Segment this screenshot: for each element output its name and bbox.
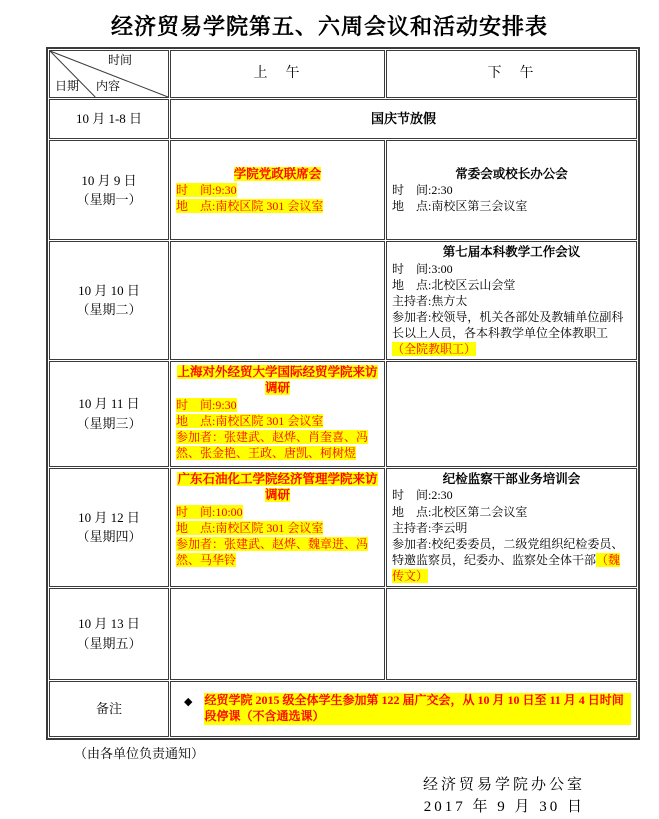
remark-label-cell: 备注 [49,681,169,737]
tue-pm-cell [386,241,637,360]
remark-line [176,693,631,725]
date-cell-wed [49,361,169,467]
weekday-text: （星期三） [76,415,142,431]
meeting-place: 地 点:南校区院 301 会议室 [176,521,324,536]
weekday-text: （星期五） [76,635,142,651]
thu-am-cell [170,468,385,587]
date-text: 10 月 10 日 [78,282,140,298]
participants-highlight: （魏传文） [392,552,621,583]
corner-label-content: 内容 [96,79,121,94]
date-text: 10 月 11 日 [78,396,140,412]
date-text: 10 月 12 日 [78,509,140,525]
footer-note: （由各单位负责通知） [74,745,205,761]
document-page [0,10,659,816]
meeting-time: 时 间:9:30 [176,397,237,412]
signature-date: 2017 年 9 月 30 日 [423,799,585,816]
meeting-host: 主持者:李云明 [392,520,468,535]
fri-am-cell [170,588,385,680]
meeting-time: 时 间:9:30 [176,183,237,198]
row-holiday [49,99,637,139]
row-remark [49,681,637,737]
meeting-time: 时 间:2:30 [392,183,453,198]
corner-label-date: 日期 [55,79,80,94]
mon-pm-cell [386,140,637,240]
wed-pm-cell [386,361,637,467]
header-afternoon: 下 午 [386,50,637,98]
meeting-title: 上海对外经贸大学国际经贸学院来访调研 [177,364,378,396]
meeting-title: 广东石油化工学院经济管理学院来访调研 [177,471,378,503]
signature-office: 经济贸易学院办公室 [422,776,585,793]
schedule-table [46,47,640,740]
signature-block [0,774,585,819]
meeting-host: 主持者:焦方太 [392,293,468,308]
row-wed [49,361,637,467]
corner-cell [49,50,169,98]
meeting-place: 地 点:南校区院 301 会议室 [176,199,324,214]
header-morning: 上 午 [170,50,385,98]
wed-am-cell [170,361,385,467]
meeting-place: 地 点:南校区第三会议室 [392,199,528,214]
meeting-participants: 参加者:校纪委委员，二级党组织纪检委员、特邀监察员，纪委办、监察处全体干部（魏传文） [392,536,624,583]
weekday-text: （星期二） [76,302,142,318]
document-title: 经济贸易学院第五、六周会议和活动安排表 [110,14,548,39]
meeting-participants: 参加者：张建武、赵烨、魏章进、冯然、马华铃 [176,537,369,568]
meeting-title: 纪检监察干部业务培训会 [442,471,581,486]
meeting-time: 时 间:2:30 [392,488,453,503]
participants-highlight: （全院教职工） [392,341,477,356]
remark-text: 经贸学院 2015 级全体学生参加第 122 届广交会，从 10 月 10 日至 11 月 4 日时间段停课（不含通选课） [204,693,631,725]
meeting-place: 地 点:北校区第二会议室 [392,504,528,519]
date-cell-mon [49,140,169,240]
date-text: 10 月 9 日 [81,172,137,188]
meeting-title: 学院党政联席会 [233,166,322,181]
remark-content-cell [170,681,637,737]
meeting-title: 常委会或校长办公会 [455,166,568,181]
meeting-title: 第七届本科教学工作会议 [442,245,581,259]
diamond-bullet-icon: ◆ [184,696,193,709]
holiday-cell: 国庆节放假 [170,99,637,139]
mon-am-cell [170,140,385,240]
date-cell-fri [49,588,169,680]
date-text: 10 月 13 日 [78,616,140,632]
date-cell-thu [49,468,169,587]
weekday-text: （星期四） [76,529,142,545]
date-cell-tue [49,241,169,360]
row-thu [49,468,637,587]
thu-pm-cell [386,468,637,587]
fri-pm-cell [386,588,637,680]
meeting-participants: 参加者:校领导，机关各部处及教辅单位副科长以上人员，各本科教学单位全体教职工（全院教职工） [392,309,624,356]
header-row [49,50,637,98]
meeting-participants: 参加者：张建武、赵烨、肖奎喜、冯然、张金艳、王政、唐凯、柯树煜 [176,430,369,461]
meeting-time: 时 间:3:00 [392,261,453,276]
row-fri [49,588,637,680]
date-cell-holiday: 10 月 1-8 日 [49,99,169,139]
row-tue [49,241,637,360]
tue-am-cell [170,241,385,360]
weekday-text: （星期一） [76,192,142,207]
meeting-place: 地 点:北校区云山会堂 [392,277,516,292]
meeting-place: 地 点:南校区院 301 会议室 [176,414,324,429]
corner-label-time: 时间 [108,53,133,67]
row-mon [49,140,637,240]
meeting-time: 时 间:10:00 [176,504,243,519]
